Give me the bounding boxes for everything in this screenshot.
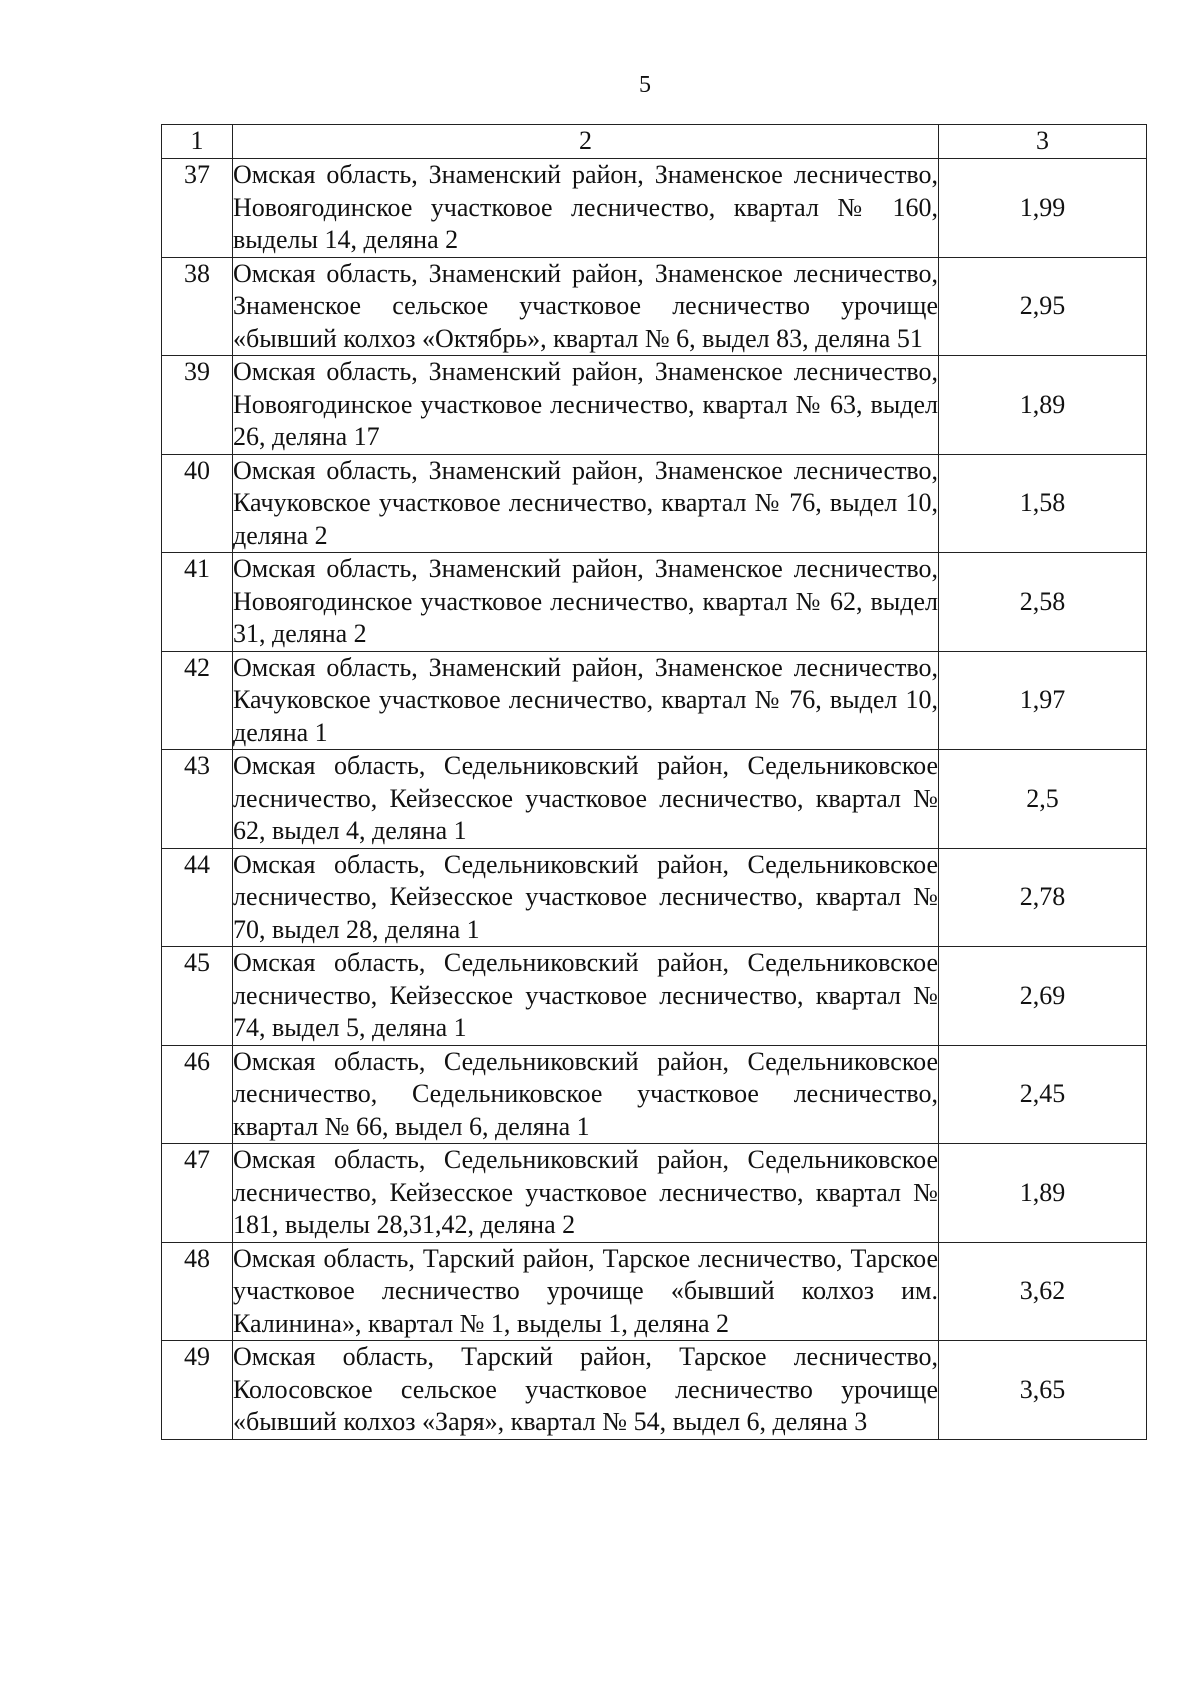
table-row <box>162 848 1147 947</box>
row-number: 48 <box>162 1242 233 1341</box>
row-area: 2,5 <box>939 750 1147 849</box>
row-number: 42 <box>162 651 233 750</box>
row-location: Омская область, Седельниковский район, Седельниковское лесничество, Седельниковское участковое лесничество, квартал № 66, выдел 6, деляна 1 <box>233 1045 939 1144</box>
row-number: 45 <box>162 947 233 1046</box>
table-row <box>162 553 1147 652</box>
row-area: 1,89 <box>939 1144 1147 1243</box>
row-area: 2,78 <box>939 848 1147 947</box>
table-row <box>162 454 1147 553</box>
table-row <box>162 1341 1147 1440</box>
row-location: Омская область, Знаменский район, Знаменское лесничество, Знаменское сельское участковое лесничество урочище «бывший колхоз «Октябрь», квартал № 6, выдел 83, деляна 51 <box>233 257 939 356</box>
row-location: Омская область, Знаменский район, Знаменское лесничество, Новоягодинское участковое лесничество, квартал № 160, выделы 14, деляна 2 <box>233 159 939 258</box>
table-row <box>162 651 1147 750</box>
row-area: 1,97 <box>939 651 1147 750</box>
row-location: Омская область, Знаменский район, Знаменское лесничество, Качуковское участковое лесничество, квартал № 76, выдел 10, деляна 1 <box>233 651 939 750</box>
table-row <box>162 1144 1147 1243</box>
column-header-location: 2 <box>233 125 939 159</box>
row-location: Омская область, Знаменский район, Знаменское лесничество, Новоягодинское участковое лесничество, квартал № 62, выдел 31, деляна 2 <box>233 553 939 652</box>
row-number: 37 <box>162 159 233 258</box>
row-area: 2,45 <box>939 1045 1147 1144</box>
row-number: 39 <box>162 356 233 455</box>
row-number: 43 <box>162 750 233 849</box>
row-area: 1,58 <box>939 454 1147 553</box>
table-row <box>162 1242 1147 1341</box>
row-number: 38 <box>162 257 233 356</box>
table-row <box>162 159 1147 258</box>
row-number: 49 <box>162 1341 233 1440</box>
row-area: 3,65 <box>939 1341 1147 1440</box>
row-location: Омская область, Тарский район, Тарское лесничество, Колосовское сельское участковое лесничество урочище «бывший колхоз «Заря», квартал № 54, выдел 6, деляна 3 <box>233 1341 939 1440</box>
row-area: 1,89 <box>939 356 1147 455</box>
table-row <box>162 257 1147 356</box>
row-number: 41 <box>162 553 233 652</box>
table-row <box>162 947 1147 1046</box>
forest-plots-table <box>161 124 1147 1440</box>
table-row <box>162 750 1147 849</box>
row-number: 46 <box>162 1045 233 1144</box>
row-location: Омская область, Седельниковский район, Седельниковское лесничество, Кейзесское участковое лесничество, квартал № 181, выделы 28,31,42, деляна 2 <box>233 1144 939 1243</box>
row-location: Омская область, Седельниковский район, Седельниковское лесничество, Кейзесское участковое лесничество, квартал № 74, выдел 5, деляна 1 <box>233 947 939 1046</box>
row-area: 2,95 <box>939 257 1147 356</box>
column-header-number: 1 <box>162 125 233 159</box>
table-row <box>162 356 1147 455</box>
row-area: 2,58 <box>939 553 1147 652</box>
row-location: Омская область, Знаменский район, Знаменское лесничество, Качуковское участковое лесничество, квартал № 76, выдел 10, деляна 2 <box>233 454 939 553</box>
row-location: Омская область, Тарский район, Тарское лесничество, Тарское участковое лесничество урочище «бывший колхоз им. Калинина», квартал № 1, выделы 1, деляна 2 <box>233 1242 939 1341</box>
page-number: 5 <box>639 72 651 98</box>
row-number: 47 <box>162 1144 233 1243</box>
row-location: Омская область, Седельниковский район, Седельниковское лесничество, Кейзесское участковое лесничество, квартал № 62, выдел 4, деляна 1 <box>233 750 939 849</box>
row-area: 1,99 <box>939 159 1147 258</box>
column-header-area: 3 <box>939 125 1147 159</box>
row-location: Омская область, Седельниковский район, Седельниковское лесничество, Кейзесское участковое лесничество, квартал № 70, выдел 28, деляна 1 <box>233 848 939 947</box>
row-number: 44 <box>162 848 233 947</box>
row-location: Омская область, Знаменский район, Знаменское лесничество, Новоягодинское участковое лесничество, квартал № 63, выдел 26, деляна 17 <box>233 356 939 455</box>
table-header-row <box>162 125 1147 159</box>
row-area: 2,69 <box>939 947 1147 1046</box>
table-row <box>162 1045 1147 1144</box>
row-area: 3,62 <box>939 1242 1147 1341</box>
row-number: 40 <box>162 454 233 553</box>
